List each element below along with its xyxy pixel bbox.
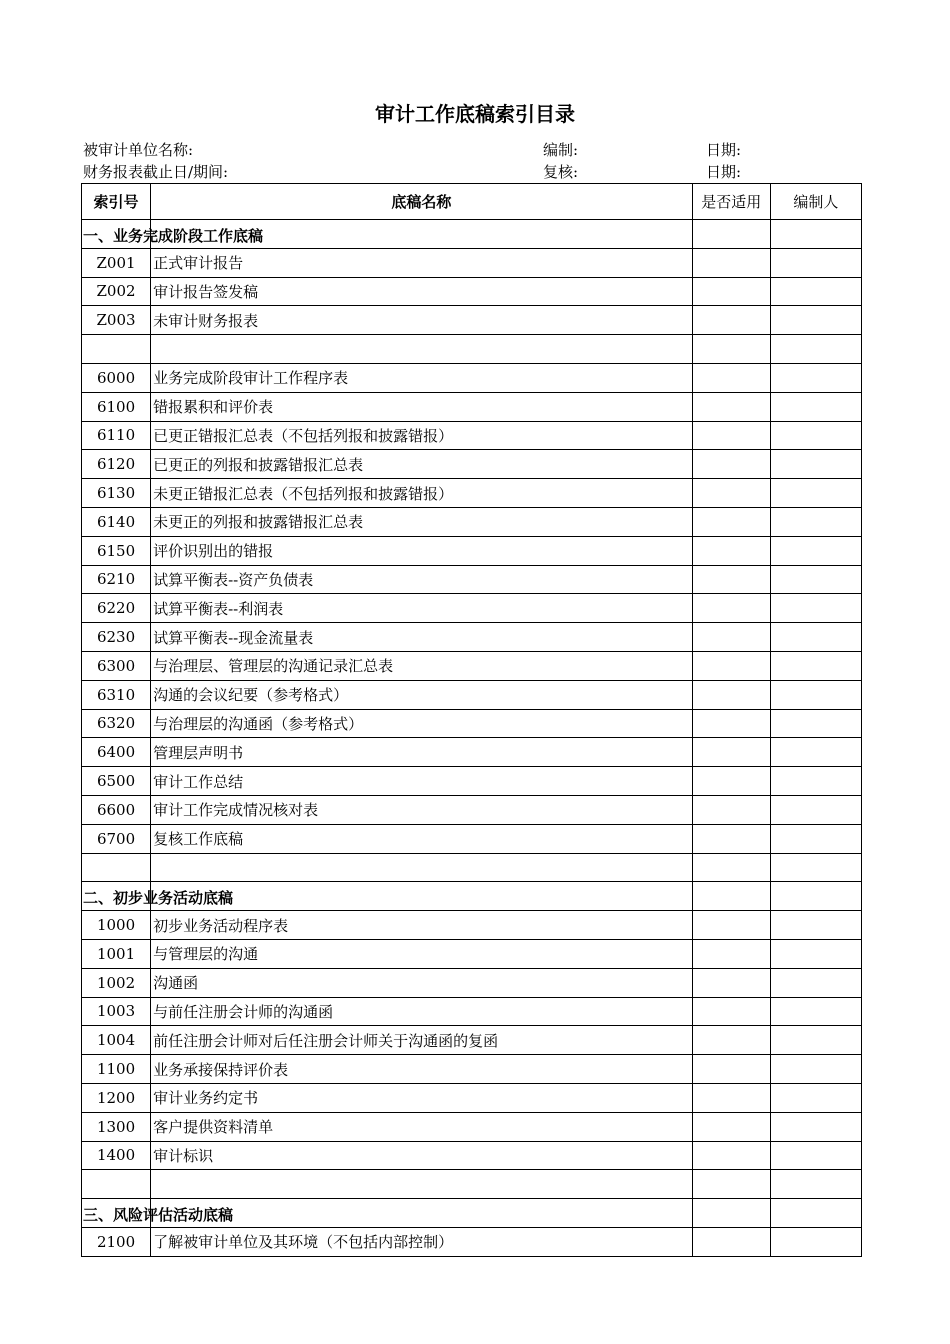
reviewed-by-label: 复核: [543, 163, 579, 181]
applicable-cell[interactable] [692, 1112, 770, 1141]
applicable-cell[interactable] [692, 997, 770, 1026]
preparer-cell[interactable] [770, 335, 861, 364]
preparer-cell[interactable] [770, 680, 861, 709]
table-row [82, 363, 862, 392]
entity-name-label: 被审计单位名称: [83, 141, 194, 159]
table-row [82, 1112, 862, 1141]
preparer-cell[interactable] [770, 853, 861, 882]
index-code: 6130 [82, 479, 151, 508]
table-row [82, 1141, 862, 1170]
applicable-cell[interactable] [692, 795, 770, 824]
section-index-cell [82, 1199, 234, 1228]
preparer-cell[interactable] [770, 507, 861, 536]
blank-row [82, 335, 862, 364]
preparer-cell[interactable] [770, 392, 861, 421]
workpaper-name: 审计工作完成情况核对表 [151, 795, 693, 824]
applicable-cell[interactable] [692, 1199, 770, 1228]
index-code: 6230 [82, 623, 151, 652]
table-row [82, 997, 862, 1026]
table-row [82, 277, 862, 306]
applicable-cell[interactable] [692, 623, 770, 652]
workpaper-name: 客户提供资料清单 [151, 1112, 693, 1141]
applicable-cell[interactable] [692, 911, 770, 940]
table-row [82, 479, 862, 508]
index-table [81, 183, 862, 1257]
index-code: 6000 [82, 363, 151, 392]
preparer-cell[interactable] [770, 911, 861, 940]
prepared-by-label: 编制: [543, 141, 579, 159]
index-code: 1003 [82, 997, 151, 1026]
applicable-cell[interactable] [692, 248, 770, 277]
index-code: 1300 [82, 1112, 151, 1141]
table-row [82, 1026, 862, 1055]
preparer-cell[interactable] [770, 277, 861, 306]
table-row [82, 306, 862, 335]
preparer-cell[interactable] [770, 421, 861, 450]
workpaper-name: 正式审计报告 [151, 248, 693, 277]
col-header-applicable: 是否适用 [692, 184, 770, 220]
applicable-cell[interactable] [692, 1055, 770, 1084]
workpaper-name: 试算平衡表--利润表 [151, 594, 693, 623]
applicable-cell[interactable] [692, 565, 770, 594]
index-code: 6310 [82, 680, 151, 709]
table-row [82, 1083, 862, 1112]
preparer-cell[interactable] [770, 1170, 861, 1199]
workpaper-name: 前任注册会计师对后任注册会计师关于沟通函的复函 [151, 1026, 693, 1055]
index-code: 1001 [82, 939, 151, 968]
page-title: 审计工作底稿索引目录 [375, 102, 575, 126]
index-code: 6320 [82, 709, 151, 738]
index-code: 1002 [82, 968, 151, 997]
index-code: 6600 [82, 795, 151, 824]
preparer-cell[interactable] [770, 1026, 861, 1055]
preparer-cell[interactable] [770, 363, 861, 392]
preparer-cell[interactable] [770, 795, 861, 824]
workpaper-name: 审计标识 [151, 1141, 693, 1170]
section-title: 一、业务完成阶段工作底稿 [83, 227, 264, 245]
table-row [82, 968, 862, 997]
table-body [82, 220, 862, 1257]
workpaper-name: 评价识别出的错报 [151, 536, 693, 565]
index-code: 1000 [82, 911, 151, 940]
blank-row [82, 1170, 862, 1199]
preparer-cell[interactable] [770, 248, 861, 277]
workpaper-name: 未更正错报汇总表（不包括列报和披露错报） [151, 479, 693, 508]
section-row [82, 220, 862, 249]
table-row [82, 911, 862, 940]
preparer-cell[interactable] [770, 565, 861, 594]
applicable-cell[interactable] [692, 824, 770, 853]
applicable-cell[interactable] [692, 450, 770, 479]
date-label-reviewed: 日期: [706, 163, 742, 181]
blank-row [82, 853, 862, 882]
applicable-cell[interactable] [692, 767, 770, 796]
preparer-cell[interactable] [770, 709, 861, 738]
index-code: 1004 [82, 1026, 151, 1055]
workpaper-name: 错报累积和评价表 [151, 392, 693, 421]
preparer-cell[interactable] [770, 767, 861, 796]
applicable-cell[interactable] [692, 651, 770, 680]
index-code: Z002 [82, 277, 151, 306]
applicable-cell[interactable] [692, 709, 770, 738]
index-code: 1200 [82, 1083, 151, 1112]
preparer-cell[interactable] [770, 1112, 861, 1141]
index-code: 6220 [82, 594, 151, 623]
applicable-cell[interactable] [692, 277, 770, 306]
index-code: Z001 [82, 248, 151, 277]
table-row [82, 565, 862, 594]
applicable-cell[interactable] [692, 479, 770, 508]
workpaper-name: 未审计财务报表 [151, 306, 693, 335]
blank-index-cell [82, 853, 151, 882]
workpaper-name: 了解被审计单位及其环境（不包括内部控制） [151, 1227, 693, 1256]
workpaper-name: 审计业务约定书 [151, 1083, 693, 1112]
table-row [82, 536, 862, 565]
preparer-cell[interactable] [770, 623, 861, 652]
table-row [82, 767, 862, 796]
index-code: 6100 [82, 392, 151, 421]
preparer-cell[interactable] [770, 1227, 861, 1256]
applicable-cell[interactable] [692, 1170, 770, 1199]
table-row [82, 795, 862, 824]
preparer-cell[interactable] [770, 824, 861, 853]
section-row [82, 1199, 862, 1228]
applicable-cell[interactable] [692, 306, 770, 335]
applicable-cell[interactable] [692, 1083, 770, 1112]
table-row [82, 392, 862, 421]
section-title: 三、风险评估活动底稿 [83, 1206, 234, 1225]
applicable-cell[interactable] [692, 939, 770, 968]
workpaper-name: 与治理层的沟通函（参考格式） [151, 709, 693, 738]
index-code: 6210 [82, 565, 151, 594]
preparer-cell[interactable] [770, 882, 861, 911]
index-code: 2100 [82, 1227, 151, 1256]
blank-name-cell [151, 1170, 693, 1199]
section-title: 二、初步业务活动底稿 [83, 889, 234, 908]
workpaper-name: 已更正错报汇总表（不包括列报和披露错报） [151, 421, 693, 450]
applicable-cell[interactable] [692, 421, 770, 450]
applicable-cell[interactable] [692, 392, 770, 421]
index-code: 6500 [82, 767, 151, 796]
preparer-cell[interactable] [770, 1083, 861, 1112]
preparer-cell[interactable] [770, 968, 861, 997]
workpaper-name: 审计工作总结 [151, 767, 693, 796]
table-row [82, 1227, 862, 1256]
workpaper-name: 审计报告签发稿 [151, 277, 693, 306]
applicable-cell[interactable] [692, 738, 770, 767]
workpaper-name: 管理层声明书 [151, 738, 693, 767]
table-row [82, 450, 862, 479]
preparer-cell[interactable] [770, 1199, 861, 1228]
workpaper-name: 复核工作底稿 [151, 824, 693, 853]
index-code: 6110 [82, 421, 151, 450]
date-label-prepared: 日期: [706, 141, 742, 159]
preparer-cell[interactable] [770, 450, 861, 479]
applicable-cell[interactable] [692, 1026, 770, 1055]
applicable-cell[interactable] [692, 680, 770, 709]
applicable-cell[interactable] [692, 853, 770, 882]
table-row [82, 939, 862, 968]
blank-index-cell [82, 1170, 151, 1199]
workpaper-name: 未更正的列报和披露错报汇总表 [151, 507, 693, 536]
workpaper-name: 与治理层、管理层的沟通记录汇总表 [151, 651, 693, 680]
index-code: 1100 [82, 1055, 151, 1084]
table-header-row [82, 184, 862, 220]
workpaper-name: 试算平衡表--现金流量表 [151, 623, 693, 652]
index-code: Z003 [82, 306, 151, 335]
applicable-cell[interactable] [692, 882, 770, 911]
workpaper-name: 与前任注册会计师的沟通函 [151, 997, 693, 1026]
index-code: 6150 [82, 536, 151, 565]
workpaper-name: 沟通的会议纪要（参考格式） [151, 680, 693, 709]
preparer-cell[interactable] [770, 738, 861, 767]
applicable-cell[interactable] [692, 335, 770, 364]
workpaper-name: 沟通函 [151, 968, 693, 997]
index-code: 6140 [82, 507, 151, 536]
section-index-cell [82, 220, 264, 249]
section-index-cell [82, 882, 234, 911]
preparer-cell[interactable] [770, 306, 861, 335]
preparer-cell[interactable] [770, 939, 861, 968]
preparer-cell[interactable] [770, 1055, 861, 1084]
blank-name-cell [151, 335, 693, 364]
preparer-cell[interactable] [770, 594, 861, 623]
index-code: 6400 [82, 738, 151, 767]
col-header-preparer: 编制人 [770, 184, 861, 220]
workpaper-name: 业务承接保持评价表 [151, 1055, 693, 1084]
table-row [82, 623, 862, 652]
blank-index-cell [82, 335, 151, 364]
table-row [82, 421, 862, 450]
preparer-cell[interactable] [770, 220, 861, 249]
section-row [82, 882, 862, 911]
index-code: 1400 [82, 1141, 151, 1170]
preparer-cell[interactable] [770, 651, 861, 680]
applicable-cell[interactable] [692, 594, 770, 623]
table-row [82, 824, 862, 853]
index-code: 6300 [82, 651, 151, 680]
table-row [82, 651, 862, 680]
table-row [82, 680, 862, 709]
table-row [82, 709, 862, 738]
table-row [82, 507, 862, 536]
applicable-cell[interactable] [692, 968, 770, 997]
workpaper-name: 试算平衡表--资产负债表 [151, 565, 693, 594]
table-row [82, 594, 862, 623]
workpaper-name: 与管理层的沟通 [151, 939, 693, 968]
applicable-cell[interactable] [692, 536, 770, 565]
workpaper-name: 业务完成阶段审计工作程序表 [151, 363, 693, 392]
applicable-cell[interactable] [692, 220, 770, 249]
applicable-cell[interactable] [692, 507, 770, 536]
blank-name-cell [151, 853, 693, 882]
applicable-cell[interactable] [692, 1227, 770, 1256]
col-header-index: 索引号 [82, 184, 151, 220]
workpaper-name: 已更正的列报和披露错报汇总表 [151, 450, 693, 479]
table-row [82, 248, 862, 277]
table-row [82, 1055, 862, 1084]
preparer-cell[interactable] [770, 997, 861, 1026]
workpaper-name: 初步业务活动程序表 [151, 911, 693, 940]
preparer-cell[interactable] [770, 1141, 861, 1170]
table-row [82, 738, 862, 767]
preparer-cell[interactable] [770, 536, 861, 565]
applicable-cell[interactable] [692, 1141, 770, 1170]
index-code: 6120 [82, 450, 151, 479]
period-label: 财务报表截止日/期间: [83, 163, 229, 181]
preparer-cell[interactable] [770, 479, 861, 508]
applicable-cell[interactable] [692, 363, 770, 392]
col-header-name: 底稿名称 [151, 184, 693, 220]
index-code: 6700 [82, 824, 151, 853]
